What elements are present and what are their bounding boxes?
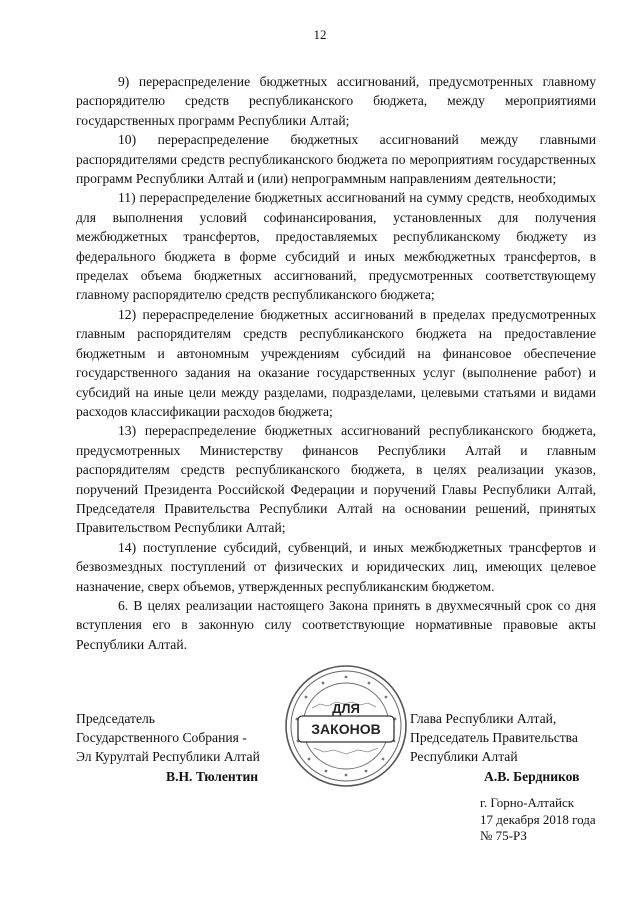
- signature-left-title-1: Председатель: [76, 711, 155, 726]
- paragraph-14: 14) поступление субсидий, субвенций, и иных межбюджетных трансфертов и безвозмездных поступлений от физических и юридических лиц, имеющих целевое назначение, сверх объемов, утвержденных республиканским бюджетом.: [76, 539, 596, 594]
- footer-city: г. Горно-Алтайск: [480, 795, 575, 810]
- signature-right-title-1: Глава Республики Алтай,: [410, 711, 557, 726]
- document-body: [76, 72, 596, 654]
- stamp-text-line1: ДЛЯ: [332, 701, 360, 716]
- signature-right-title-2: Председатель Правительства: [410, 730, 578, 746]
- paragraph-article-6: 6. В целях реализации настоящего Закона принять в двухмесячный срок со дня вступления его в законную силу соответствующие нормативные правовые акты Республики Алтай.: [76, 597, 596, 652]
- paragraph-11: 11) перераспределение бюджетных ассигнований на сумму средств, необходимых для выполнения условий софинансирования, установленных для получения межбюджетных трансфертов, предоставляемых республиканскому бюджету из федерального бюджета в форме субсидий и иных межбюджетных трансфертов, в пределах объема бюджетных ассигнований, предусмотренных соответствующему главному распорядителю средств республиканского бюджета;: [76, 190, 596, 303]
- signature-left-title-2: Государственного Собрания -: [76, 730, 247, 746]
- document-footer: [480, 795, 596, 845]
- paragraph-9: 9) перераспределение бюджетных ассигнований, предусмотренных главному распорядителю средств республиканского бюджета, между мероприятиями государственных программ Республики Алтай;: [76, 74, 596, 128]
- page-number: 12: [313, 27, 327, 42]
- signature-right-name: А.В. Бердников: [484, 769, 580, 784]
- official-seal-stamp: [284, 664, 408, 788]
- signature-block-right: [410, 709, 610, 784]
- signature-left-title-3: Эл Курултай Республики Алтай: [76, 749, 260, 765]
- paragraph-10: 10) перераспределение бюджетных ассигнований между главными распорядителями средств республиканского бюджета по мероприятиям государственных программ Республики Алтай и (или) непрограммным направлениям деятельности;: [76, 132, 596, 187]
- signature-right-title-3: Республики Алтай: [410, 749, 518, 765]
- signature-block-left: [76, 709, 296, 784]
- stamp-text-line2: ЗАКОНОВ: [311, 721, 381, 737]
- paragraph-13: 13) перераспределение бюджетных ассигнований республиканского бюджета, предусмотренных Министерству финансов Республики Алтай и главным распорядителям средств республиканского бюджета, в целях реализации указов, поручений Президента Российской Федерации и поручений Главы Республики Алтай, Председателя Правительства Республики Алтай на основании решений, принятых Правительством Республики Алтай;: [76, 423, 596, 536]
- footer-law-number: № 75-РЗ: [480, 828, 527, 843]
- footer-date: 17 декабря 2018 года: [480, 811, 596, 827]
- signature-left-name: В.Н. Тюлентин: [166, 769, 259, 784]
- paragraph-12: 12) перераспределение бюджетных ассигнований в пределах предусмотренных главным распорядителям средств республиканского бюджета на предоставление бюджетным и автономным учреждениям субсидий на финансовое обеспечение государственного задания на оказание государственных услуг (выполнение работ) и субсидий на иные цели между разделами, подразделами, целевыми статьями и видами расходов классификации расходов бюджета;: [76, 306, 596, 419]
